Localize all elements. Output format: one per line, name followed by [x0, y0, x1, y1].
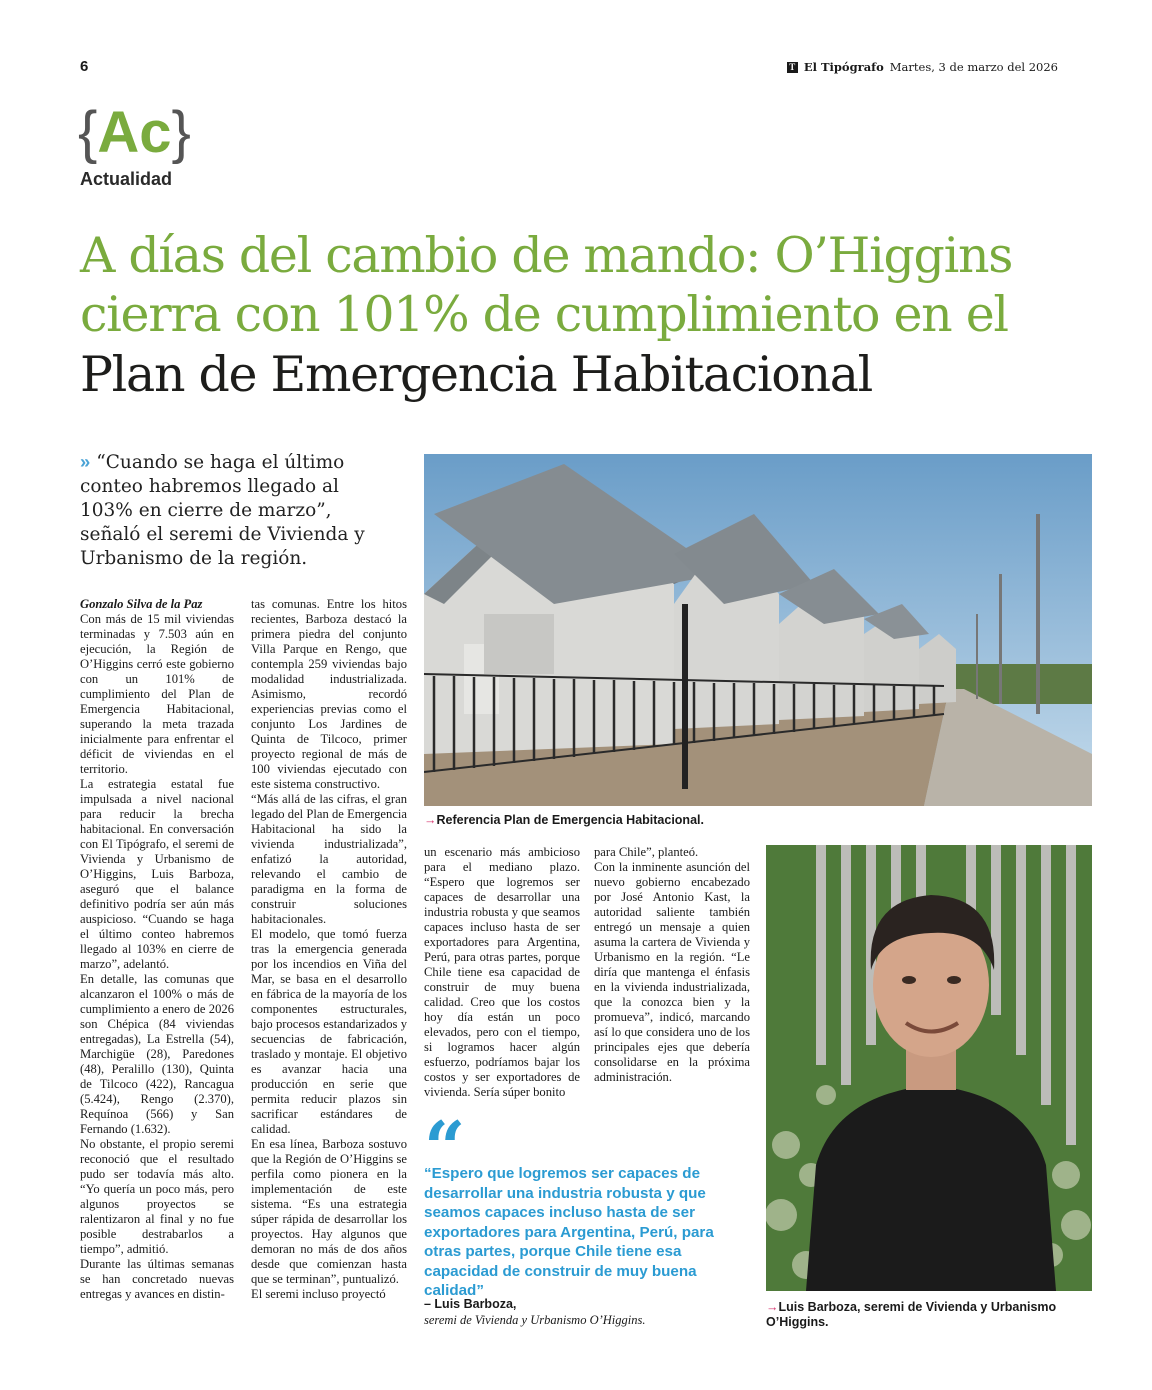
publication-name: El Tipógrafo — [803, 60, 884, 74]
houses-caption-text: Referencia Plan de Emergencia Habitacional. — [436, 813, 704, 827]
portrait-caption-text: Luis Barboza, seremi de Vivienda y Urbanismo O’Higgins. — [766, 1300, 1057, 1329]
paragraph: La estrategia estatal fue impulsada a nivel nacional para reducir la brecha habitacional. En conversación con El Tipógrafo, el seremi de Vivienda y Urbanismo de O’Higgins, Luis Barboza, aseguró que el balance definitivo podría ser aún más auspicioso. “Cuando se haga el último conteo habremos llegado al 103% en cierre de marzo”, adelantó. — [80, 777, 234, 971]
arrow-right-icon: → — [424, 813, 437, 827]
paragraph: tas comunas. Entre los hitos recientes, Barboza destacó la primera piedra del conjunto Villa Parque en Rengo, que contempla 259 viviendas bajo modalidad industrializada. Asimismo, recordó experiencias previas como el conjunto Los Jardines de Quinta de Tilcoco, primer proyecto regional de más de 100 viviendas ejecutado con este sistema constructivo. — [251, 597, 407, 791]
headline-line-2: cierra con 101% de cumplimiento en el — [80, 286, 1008, 343]
paragraph: El modelo, que tomó fuerza tras la emergencia generada por los incendios en Viña del Mar, se basa en el desarrollo en fábrica de la mayoría de los componentes estructurales, bajo procesos estandarizados y secuencias de fabricación, traslado y montaje. El objetivo es avanzar hacia una producción en serie que permita reducir plazos sin sacrificar estándares de calidad. — [251, 927, 407, 1136]
paragraph: En detalle, las comunas que alcanzaron el 100% o más de cumplimiento a enero de 2026 son Chépica (84 viviendas entregadas), La Estrella (54), Marchigüe (28), Paredones (48), Peralillo (130), Quinta de Tilcoco (422), Rancagua (5.424), Rengo (2.370), Requínoa (566) y San Fernando (1.632). — [80, 972, 234, 1136]
portrait-photo — [766, 845, 1092, 1291]
publication-logo-icon: T — [787, 62, 798, 73]
article-column-1 — [80, 597, 234, 1302]
houses-photo — [424, 454, 1092, 806]
paragraph: Durante las últimas semanas se han concretado nuevas entregas y avances en distin- — [80, 1257, 234, 1301]
pull-quote: “Espero que logremos ser capaces de desarrollar una industria robusta y que seamos capaces incluso hasta de ser exportadores para Argentina, Perú, para otras partes, porque Chile tiene esa capacidad de construir de muy buena calidad” — [424, 1165, 714, 1299]
paragraph: El seremi incluso proyectó — [251, 1287, 386, 1301]
portrait-caption — [766, 1300, 1096, 1330]
section-brace-open: { — [78, 100, 98, 165]
paragraph: Con la inminente asunción del nuevo gobierno encabezado por José Antonio Kast, la autoridad saliente también entregó un mensaje a quien asuma la cartera de Vivienda y Urbanismo en la región. “Le diría que mantenga el énfasis en la vivienda industrializada, que la conozca bien y la promueva”, indicó, marcando así lo que considera uno de los principales ejes que debería consolidarse en la próxima administración. — [594, 860, 750, 1084]
section-label: Actualidad — [80, 169, 173, 189]
portrait-illustration — [766, 845, 1092, 1291]
section-logo — [78, 100, 191, 165]
paragraph: En esa línea, Barboza sostuvo que la Región de O’Higgins se perfila como pionera en la implementación de este sistema. “Es una estrategia súper rápida de desarrollar los proyectos. Hay algunos que demoran no más de dos años desde que comienzan hasta que se terminan”, puntualizó. — [251, 1137, 407, 1286]
lead-quote — [80, 450, 380, 571]
paragraph: Con más de 15 mil viviendas terminadas y 7.503 aún en ejecución, la Región de O’Higgins cerró este gobierno con un 101% de cumplimiento del Plan de Emergencia Habitacional, superando la meta trazada inicialmente para enfrentar el déficit de viviendas en el territorio. — [80, 612, 234, 776]
quote-author: – Luis Barboza, — [424, 1297, 517, 1311]
article-column-3 — [424, 845, 580, 1100]
paragraph: un escenario más ambicioso para el mediano plazo. “Espero que logremos ser capaces de desarrollar una industria robusta y que seamos capaces incluso hasta de ser exportadores para Argentina, Perú, para otras partes, porque Chile tiene esa capacidad de construir de muy buena calidad. Creo que los costos hoy día están un poco elevados, pero con el tiempo, si logramos hacer algún esfuerzo, podríamos bajar los costos y ser exportadores de vivienda. Sería súper bonito — [424, 845, 580, 1099]
paragraph: No obstante, el propio seremi reconoció que el resultado pudo ser todavía más alto. “Yo quería un poco más, pero algunos proyectos se ralentizaron al final y no fue posible destrabarlos a tiempo”, admitió. — [80, 1137, 234, 1256]
quote-author-role: seremi de Vivienda y Urbanismo O’Higgins. — [424, 1313, 646, 1327]
article-column-2 — [251, 597, 407, 1302]
section-abbreviation: Ac — [97, 100, 172, 165]
article-column-4 — [594, 845, 750, 1085]
arrow-right-icon: → — [766, 1300, 779, 1314]
houses-caption — [424, 813, 704, 827]
page-number: 6 — [80, 58, 89, 75]
lead-text: “Cuando se haga el último conteo habremos llegado al 103% en cierre de marzo”, señaló el seremi de Vivienda y Urbanismo de la región. — [80, 452, 365, 569]
chevron-icon: » — [80, 451, 91, 472]
section-brace-close: } — [171, 100, 191, 165]
headline-line-3: Plan de Emergencia Habitacional — [80, 346, 873, 403]
quote-mark-icon: “ — [424, 1105, 466, 1190]
paragraph: “Más allá de las cifras, el gran legado del Plan de Emergencia Habitacional ha sido la vivienda industrializada”, enfatizó la autoridad, relevando el cambio de paradigma en la forma de construir soluciones habitacionales. — [251, 792, 407, 926]
issue-date: Martes, 3 de marzo del 2026 — [889, 60, 1058, 74]
byline: Gonzalo Silva de la Paz — [80, 597, 203, 611]
houses-illustration — [424, 454, 1092, 806]
masthead — [787, 60, 1058, 74]
paragraph: para Chile”, planteó. — [594, 845, 699, 859]
headline-line-1: A días del cambio de mando: O’Higgins — [80, 227, 1013, 284]
